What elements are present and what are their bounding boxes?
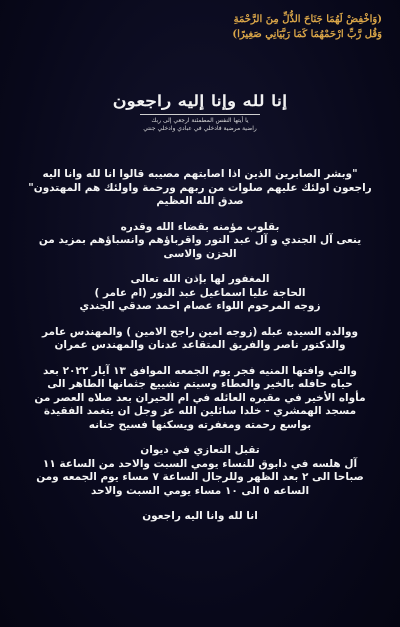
details-line-1: والتي وافتها المنيه فجر يوم الجمعه الموافق ١٣ آيار ٢٠٢٢ بعد — [43, 364, 357, 377]
emblem-title: إنا لله وإنا إليه راجعون — [112, 92, 288, 110]
details-line-4: مسجد الهمشري - خلدا سائلين الله عز وجل ان يتغمد الفقيدة — [43, 405, 357, 417]
calligraphy-emblem — [0, 92, 400, 133]
deceased-line-1: المغفور لها بإذن الله تعالى — [130, 273, 270, 285]
family-line-2: والدكتور ناصر والفريق المتقاعد عدنان والمهندس عمران — [54, 339, 346, 351]
condolences-line-4: الساعه ٥ الى ١٠ مساء يومي السبت والاحد — [90, 484, 310, 497]
funeral-details — [16, 365, 384, 433]
details-line-3: مأواه الأخير في مقبره العائله في ام الحيران بعد صلاه العصر من — [34, 391, 366, 404]
opening-verse — [16, 168, 384, 209]
verse-line-2: وَقُل رَّبِّ ارْحَمْهُمَا كَمَا رَبَّيَانِي صَغِيرًا) — [232, 29, 382, 40]
family-line-1: ووالده السيده عبله (زوجه امين راجح الامين ) والمهندس عامر — [41, 325, 359, 338]
emblem-subtitle-1: يا أيتها النفس المطمئنة ارجعي إلى ربك — [151, 117, 249, 124]
condolences-line-2: آل هلسه في دابوق للنساء يومي السبت والاحد من الساعة ١١ — [42, 457, 358, 470]
deceased-info — [16, 273, 384, 314]
verse-line-1: (وَاخْفِضْ لَهُمَا جَنَاحَ الذُّلِّ مِنَ الرَّحْمَةِ — [233, 14, 382, 25]
condolences-info — [16, 444, 384, 498]
emblem-subtitle-2: راضية مرضية فادخلي في عبادي وادخلي جنتي — [143, 125, 257, 132]
announcement-line-1: بقلوب مؤمنه بقضاء الله وقدره — [120, 220, 280, 233]
opening-line-3: صدق الله العظيم — [156, 195, 244, 207]
condolences-line-1: تقبل التعازي في ديوان — [140, 444, 260, 456]
closing-phrase — [16, 510, 384, 524]
announcement — [16, 221, 384, 262]
details-line-5: بواسع رحمته ومغفرته ويسكنها فسيح جنانه — [88, 418, 312, 431]
condolences-line-3: صباحا الى ٢ بعد الظهر وللرجال الساعة ٧ مساء يوم الجمعه ومن — [36, 471, 364, 483]
obituary-body — [16, 168, 384, 538]
family-info — [16, 326, 384, 353]
announcement-line-2: ينعى آل الجندي و آل عبد النور واقرباؤهم وانسباؤهم بمزيد من — [38, 234, 362, 246]
deceased-line-2: الحاجة عليا اسماعيل عبد النور (ام عامر ) — [94, 286, 306, 299]
announcement-line-3: الحزن والاسى — [163, 247, 237, 260]
deceased-line-3: زوجه المرحوم اللواء عصام احمد صدقي الجندي — [79, 300, 321, 312]
quran-verse — [142, 12, 382, 42]
emblem-divider — [140, 114, 260, 115]
details-line-2: حياه حافله بالخير والعطاء وسيتم تشييع جثمانها الطاهر الى — [47, 378, 353, 390]
closing-line-1: انا لله وانا اليه راجعون — [142, 510, 258, 522]
opening-line-2: راجعون اولئك عليهم صلوات من ربهم ورحمة واولئك هم المهتدون" — [28, 181, 372, 194]
opening-line-1: "وبشر الصابرين الذين اذا اصابتهم مصيبه قالوا انا لله وانا اليه — [42, 168, 358, 180]
